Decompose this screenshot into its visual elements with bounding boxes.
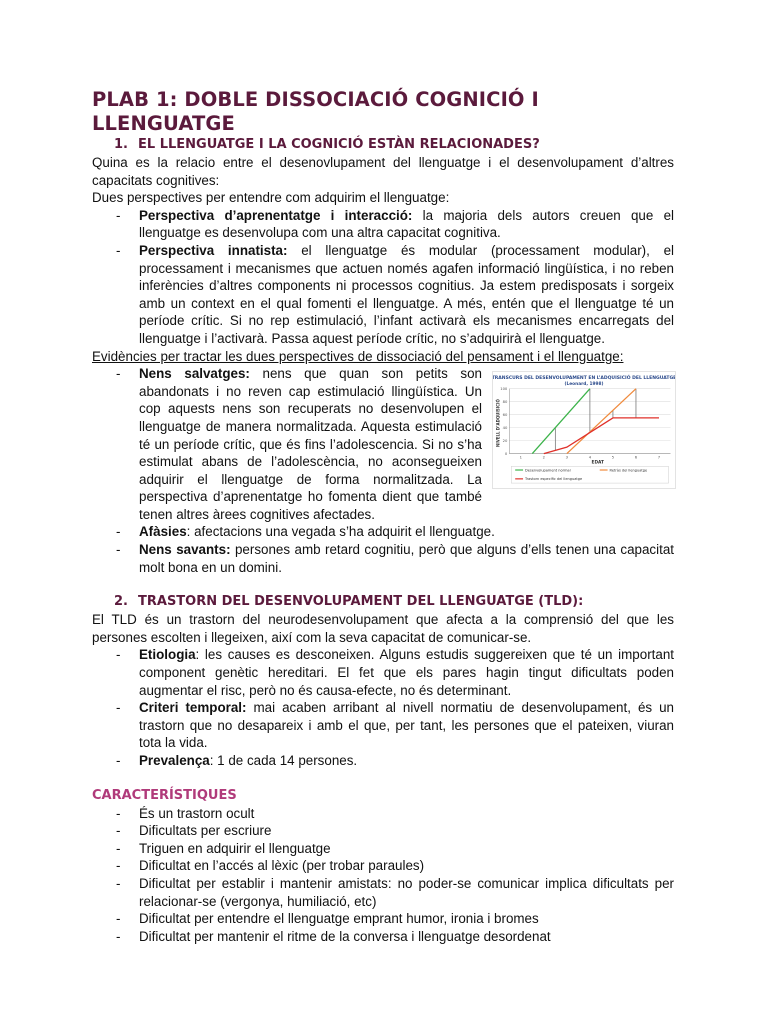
- y-tick-label: 100: [500, 387, 508, 392]
- spacer: [92, 770, 674, 787]
- list-item-term: Perspectiva innatista:: [139, 242, 288, 258]
- list-item: [92, 242, 674, 348]
- list-item-term: Perspectiva d’aprenentatge i interacció:: [139, 207, 413, 223]
- list-item: - Dificultats per escriure: [92, 822, 674, 840]
- section2-number: 2.: [114, 594, 128, 610]
- x-tick-label: 2: [542, 455, 546, 460]
- y-axis-label: NIVELL D’ADQUISICIÓ: [495, 399, 501, 448]
- section1-title: EL LLENGUATGE I LA COGNICIÓ ESTÀN RELACIONADES?: [138, 137, 540, 152]
- x-tick-label: 7: [657, 455, 661, 460]
- list-item: - Dificultat en l’accés al lèxic (per trobar paraules): [92, 857, 674, 875]
- legend-label: Desenvolupament normal: [525, 468, 571, 473]
- development-chart: [492, 371, 676, 489]
- section2-heading: [92, 593, 674, 611]
- list-item-term: Criteri temporal:: [139, 700, 247, 716]
- list-item: - Dificultat per entendre el llenguatge emprant humor, ironia i bromes: [92, 910, 674, 928]
- evidence-intro: Evidències per tractar les dues perspectives de dissociació del pensament i el llenguatge:: [92, 348, 624, 364]
- x-axis-label: EDAT: [591, 460, 605, 466]
- y-tick-label: 60: [502, 413, 508, 418]
- y-tick-label: 20: [502, 439, 508, 444]
- list-item: [92, 207, 674, 242]
- section2-intro: El TLD és un trastorn del neurodesenvolupament que afecta a la comprensió del que les persones escolten i llegeixen, així com la seva capacitat de comunicar-se.: [92, 612, 674, 645]
- list-item: - Dificultat per establir i mantenir amistats: no poder-se comunicar implica dificultats per relacionar-se (vergonya, humiliació, etc): [92, 875, 674, 910]
- x-tick-label: 4: [588, 455, 592, 460]
- spacer: [92, 576, 674, 593]
- list-item-term: Etiologia: [139, 647, 196, 663]
- evidence-list: [92, 365, 674, 576]
- list-item-term: Afàsies: [139, 524, 187, 540]
- list-item-term: Nens salvatges:: [139, 366, 250, 382]
- list-item-text: : afectacions una vegada s’ha adquirit el llenguatge.: [186, 524, 495, 540]
- list-item: [92, 365, 674, 523]
- x-tick-label: 3: [565, 455, 569, 460]
- list-item-text: nens que quan son petits son abandonats i no reven cap estimulació llingüística. Un cop aquests nens son recuperats no desenvolupen el llenguatge de manera normalitzada. Aquesta estimulació té un període crític, que és fins l’adolescencia. Si no s’ha estimulat abans de l’adolescència, no aconsegueixen adquirir el llenguatge de forma normalitzada. La perspectiva d’aprenentatge ho fomenta dient que també tenen altres àrees cognitives afectades.: [139, 366, 482, 522]
- list-item: - Triguen en adquirir el llenguatge: [92, 840, 674, 858]
- list-item-text: la majoria dels autors creuen que el llenguatge es desenvolupa com una altra capacitat cognitiva.: [139, 207, 675, 241]
- series-line: [567, 389, 636, 454]
- list-item-text: : 1 de cada 14 persones.: [209, 753, 358, 768]
- list-item: [92, 752, 674, 770]
- list-item: - Dificultat per mantenir el ritme de la conversa i llenguatge desordenat: [92, 928, 674, 946]
- page-title: PLAB 1: DOBLE DISSOCIACIÓ COGNICIÓ I LLENGUATGE: [92, 88, 539, 135]
- list-item-text: mai acaben arribant al nivell normatiu de desenvolupament, és un trastorn que no desapareix i amb el que, per tant, les persones que el pateixen, viuran tota la vida.: [139, 700, 675, 751]
- x-tick-label: 6: [634, 455, 638, 460]
- y-tick-label: 80: [502, 400, 508, 405]
- series-line: [532, 389, 590, 454]
- list-item: [92, 699, 674, 752]
- section1-intro: Quina es la relacio entre el desenovlupament del llenguatge i el desenvolupament d’altres capacitats cognitives:: [92, 155, 674, 188]
- chart-title: - TRANSCURS DEL DESENVOLUPAMENT EN L’ADQUISICIÓ DEL LLENGUATGE: [492, 376, 676, 382]
- x-tick-label: 1: [519, 455, 522, 460]
- list-item: [92, 523, 674, 541]
- series-line: [544, 418, 659, 454]
- chart-subtitle: (Leonard, 1998): [564, 381, 604, 387]
- section1-number: 1.: [114, 137, 128, 152]
- y-tick-label: 40: [502, 426, 508, 431]
- perspectives-intro: Dues perspectives per entendre com adquirim el llenguatge:: [92, 190, 450, 206]
- list-item-term: Nens savants:: [139, 542, 231, 558]
- list-item-text: : les causes es desconeixen. Alguns estudis suggereixen que té un important component genètic hereditari. El fet que els pares hagin tingut dificultats poden augmentar el risc, però no és causa-efecte, no és determinant.: [139, 647, 674, 698]
- characteristics-heading: CARACTERÍSTIQUES: [92, 787, 237, 803]
- list-item: [92, 646, 674, 699]
- document-page: [92, 88, 674, 945]
- characteristics-list: [92, 805, 674, 946]
- list-item-text: el llenguatge és modular (processament modular), el processament i mecanismes que actuen només agafen informació lingüística, i no reben inferències d’altres components ni processos cognitius. Ja estem predisposats i sorgeix amb un context en el qual fomenti el llenguatge. A més, entén que el llenguatge té un període crític. Si no rep estimulació, l’infant activarà els mecanismes encarregats del llenguatge i l’activarà. Passa aquest període crític, no s’adquirirà el llenguatge.: [139, 242, 675, 346]
- tld-list: [92, 646, 674, 769]
- y-tick-label: 0: [504, 452, 508, 457]
- x-tick-label: 5: [611, 455, 615, 460]
- list-item-term: Prevalença: [139, 753, 210, 768]
- list-item: [92, 541, 674, 576]
- section1-heading: [92, 136, 674, 154]
- legend-label: Trastorn específic del llenguatge: [525, 477, 583, 482]
- section2-title: TRASTORN DEL DESENVOLUPAMENT DEL LLENGUATGE (TLD):: [138, 594, 584, 610]
- list-item-text: persones amb retard cognitiu, però que alguns d’ells tenen una capacitat molt bona en un domini.: [139, 542, 674, 575]
- perspectives-list: [92, 207, 674, 348]
- legend-label: Retràs del llenguatge: [609, 468, 648, 473]
- list-item: - És un trastorn ocult: [92, 805, 674, 823]
- chart-figure: [492, 371, 676, 489]
